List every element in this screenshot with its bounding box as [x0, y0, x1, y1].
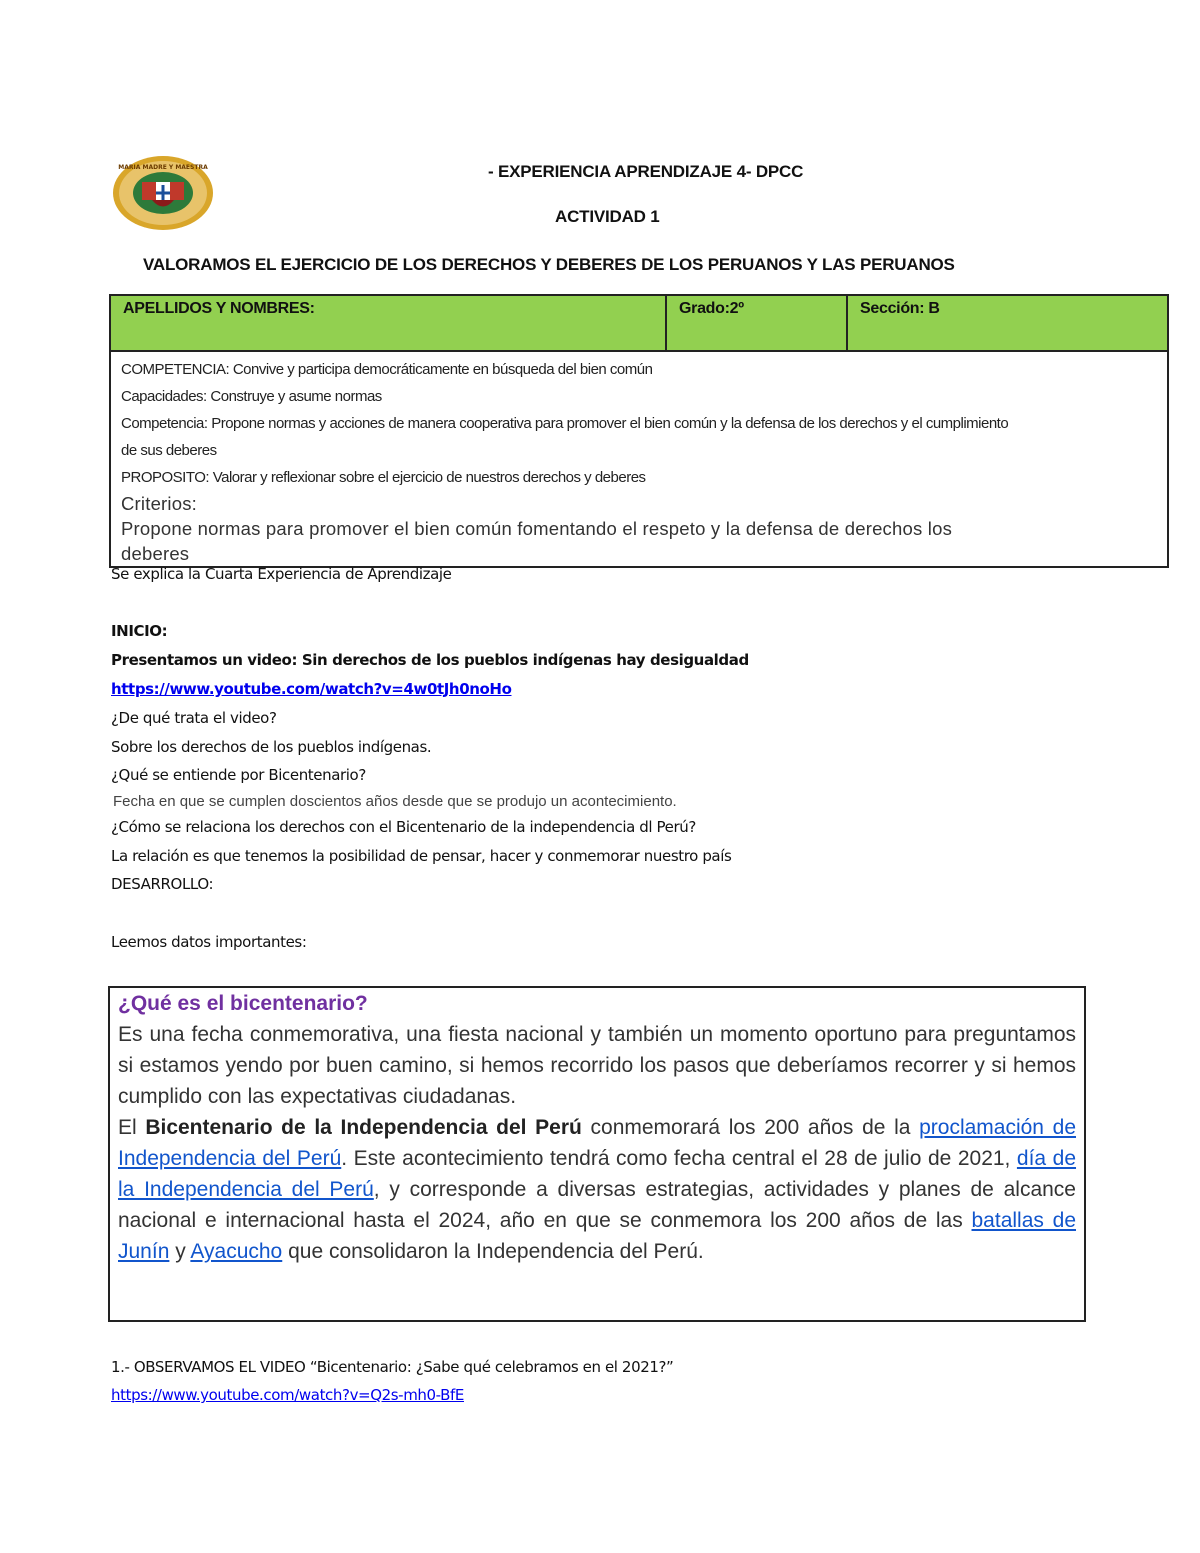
proposito-line: PROPOSITO: Valorar y reflexionar sobre el ejercicio de nuestros derechos y deberes — [121, 469, 646, 486]
bicentenario-box — [108, 986, 1086, 1322]
answer-3: La relación es que tenemos la posibilidad de pensar, hacer y conmemorar nuestro país — [111, 847, 732, 865]
p2-start: El — [118, 1116, 146, 1139]
activity-title: ACTIVIDAD 1 — [555, 207, 660, 226]
answer-1: Sobre los derechos de los pueblos indígenas. — [111, 738, 432, 756]
leemos-text: Leemos datos importantes: — [111, 933, 307, 951]
criterios-line: Propone normas para promover el bien común fomentando el respeto y la defensa de derechos los — [121, 518, 953, 539]
proclamacion-link[interactable]: proclamación de Independencia del Perú — [118, 1116, 1076, 1170]
student-info-table — [109, 294, 1169, 568]
question-3: ¿Cómo se relaciona los derechos con el Bicentenario de la independencia dl Perú? — [111, 818, 696, 836]
criterios-label: Criterios: — [121, 493, 198, 514]
question-2: ¿Qué se entiende por Bicentenario? — [111, 766, 366, 784]
section-field[interactable]: Sección: B — [847, 295, 1168, 351]
desarrollo-heading: DESARROLLO: — [111, 875, 214, 893]
competencia-line: COMPETENCIA: Convive y participa democráticamente en búsqueda del bien común — [121, 361, 653, 378]
p2-mid2: . Este acontecimiento tendrá como fecha central el 28 de julio de 2021, — [341, 1147, 1017, 1170]
logo-text: MARIA MADRE Y MAESTRA — [118, 164, 208, 171]
box-title: ¿Qué es el bicentenario? — [118, 992, 368, 1015]
video1-link[interactable]: https://www.youtube.com/watch?v=4w0tJh0noHo — [111, 680, 512, 698]
criterios-line-cont: deberes — [121, 543, 190, 564]
school-logo — [112, 155, 214, 231]
p2-mid4: y — [169, 1240, 191, 1263]
ayacucho-link[interactable]: Ayacucho — [190, 1240, 283, 1263]
competencies-cell — [110, 351, 1168, 567]
video2-link[interactable]: https://www.youtube.com/watch?v=Q2s-mh0-BfE — [111, 1386, 464, 1404]
competencia2-line: Competencia: Propone normas y acciones de manera cooperativa para promover el bien común y la defensa de los derechos y el cumplimiento — [121, 415, 1009, 432]
question-1: ¿De qué trata el video? — [111, 709, 277, 727]
junin-link[interactable]: batallas de Junín — [118, 1209, 1076, 1263]
video1-title: Presentamos un video: Sin derechos de los pueblos indígenas hay desigualdad — [111, 651, 749, 669]
p2-end: que consolidaron la Independencia del Perú. — [282, 1240, 704, 1263]
p2-mid3: , y corresponde a diversas estrategias, actividades y planes de alcance nacional e internacional hasta el 2024, año en que se conmemora los 200 años de las — [118, 1178, 1076, 1232]
competencia2-line-cont: de sus deberes — [121, 442, 217, 459]
observe-heading: 1.- OBSERVAMOS EL VIDEO “Bicentenario: ¿Sabe qué celebramos en el 2021?” — [111, 1358, 674, 1376]
inicio-heading: INICIO: — [111, 622, 168, 640]
box-paragraph-2 — [118, 1112, 1076, 1267]
capacidades-line: Capacidades: Construye y asume normas — [121, 388, 382, 405]
grade-field[interactable]: Grado:2º — [666, 295, 847, 351]
intro-text: Se explica la Cuarta Experiencia de Aprendizaje — [111, 565, 452, 583]
activity-subtitle: VALORAMOS EL EJERCICIO DE LOS DERECHOS Y DEBERES DE LOS PERUANOS Y LAS PERUANOS — [143, 255, 955, 274]
p2-mid1: conmemorará los 200 años de la — [581, 1116, 920, 1139]
box-paragraph-1: Es una fecha conmemorativa, una fiesta nacional y también un momento oportuno para preguntamos si estamos yendo por buen camino, si hemos recorrido los pasos que deberíamos recorrer y si hemos cumplido con las expectativas ciudadanas. — [118, 1023, 1076, 1108]
answer-2: Fecha en que se cumplen doscientos años desde que se produjo un acontecimiento. — [113, 793, 677, 810]
name-field-label[interactable]: APELLIDOS Y NOMBRES: — [110, 295, 666, 351]
header-title: - EXPERIENCIA APRENDIZAJE 4- DPCC — [488, 162, 804, 181]
independencia-day-link[interactable]: día de la Independencia del Perú — [118, 1147, 1077, 1201]
p2-bold: Bicentenario de la Independencia del Perú — [145, 1116, 582, 1139]
